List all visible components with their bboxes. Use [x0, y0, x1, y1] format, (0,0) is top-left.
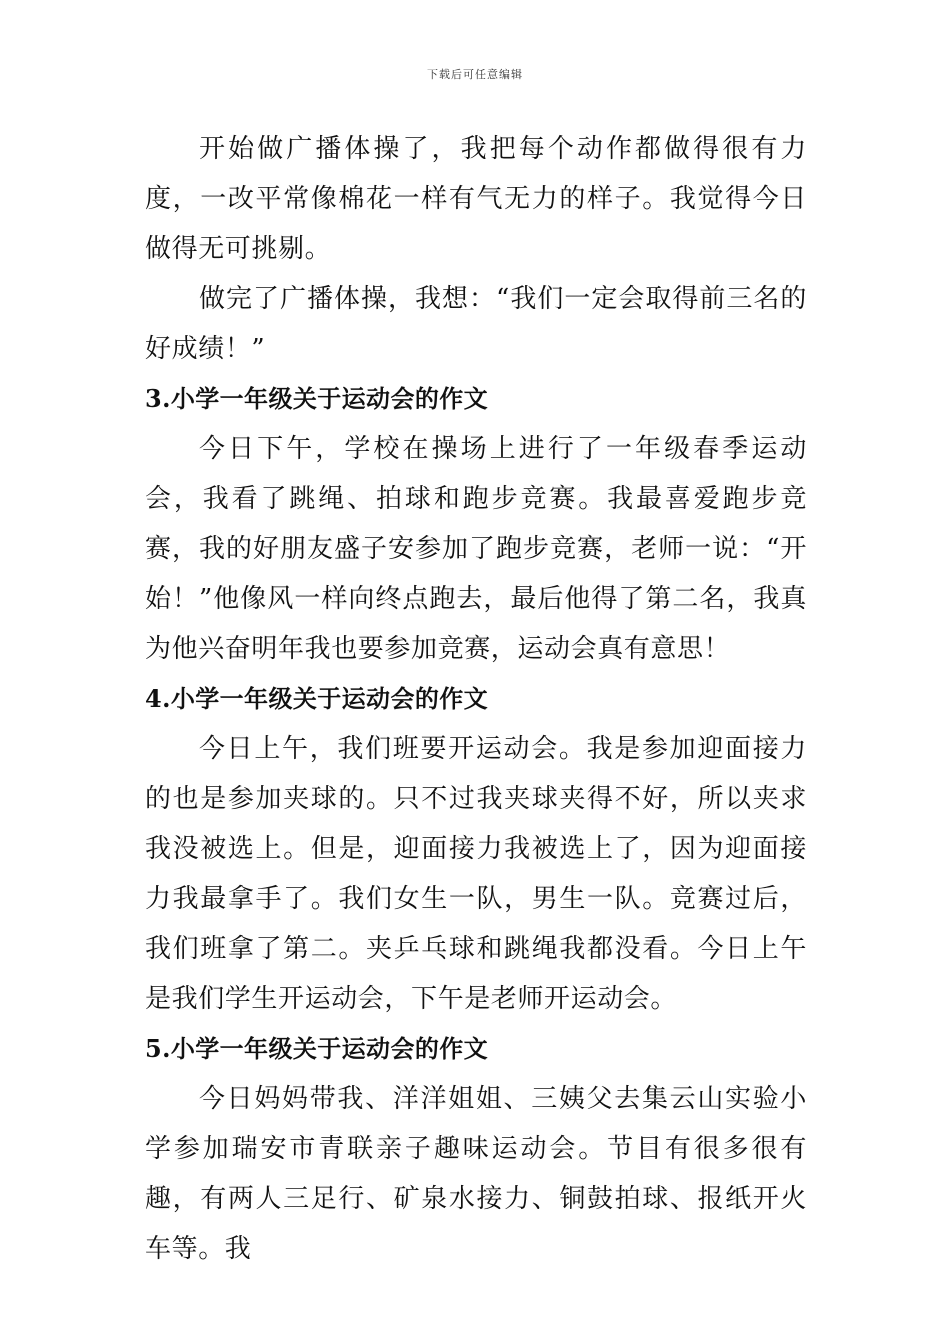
header-note: 下载后可任意编辑	[427, 68, 523, 81]
paragraph: 做完了广播体操，我想：“我们一定会取得前三名的好成绩！”	[145, 284, 807, 364]
section-heading: 3.小学一年级关于运动会的作文	[145, 384, 489, 413]
document-body	[145, 124, 807, 1274]
paragraph: 今日下午，学校在操场上进行了一年级春季运动会，我看了跳绳、拍球和跑步竞赛。我最喜爱跑步竞赛，我的好朋友盛子安参加了跑步竞赛，老师一说：“开始！”他像风一样向终点跑去，最后他得了第二名，我真为他兴奋明年我也要参加竞赛，运动会真有意思！	[145, 434, 807, 664]
paragraph: 今日上午，我们班要开运动会。我是参加迎面接力的也是参加夹球的。只不过我夹球夹得不好，所以夹求我没被选上。但是，迎面接力我被选上了，因为迎面接力我最拿手了。我们女生一队，男生一队。竞赛过后，我们班拿了第二。夹乒乓球和跳绳我都没看。今日上午是我们学生开运动会，下午是老师开运动会。	[145, 734, 807, 1014]
section-heading: 5.小学一年级关于运动会的作文	[145, 1034, 489, 1063]
paragraph: 开始做广播体操了，我把每个动作都做得很有力度，一改平常像棉花一样有气无力的样子。我觉得今日做得无可挑剔。	[145, 134, 807, 264]
section-heading: 4.小学一年级关于运动会的作文	[145, 684, 489, 713]
paragraph: 今日妈妈带我、洋洋姐姐、三姨父去集云山实验小学参加瑞安市青联亲子趣味运动会。节目有很多很有趣，有两人三足行、矿泉水接力、铜鼓拍球、报纸开火车等。我	[145, 1084, 807, 1264]
